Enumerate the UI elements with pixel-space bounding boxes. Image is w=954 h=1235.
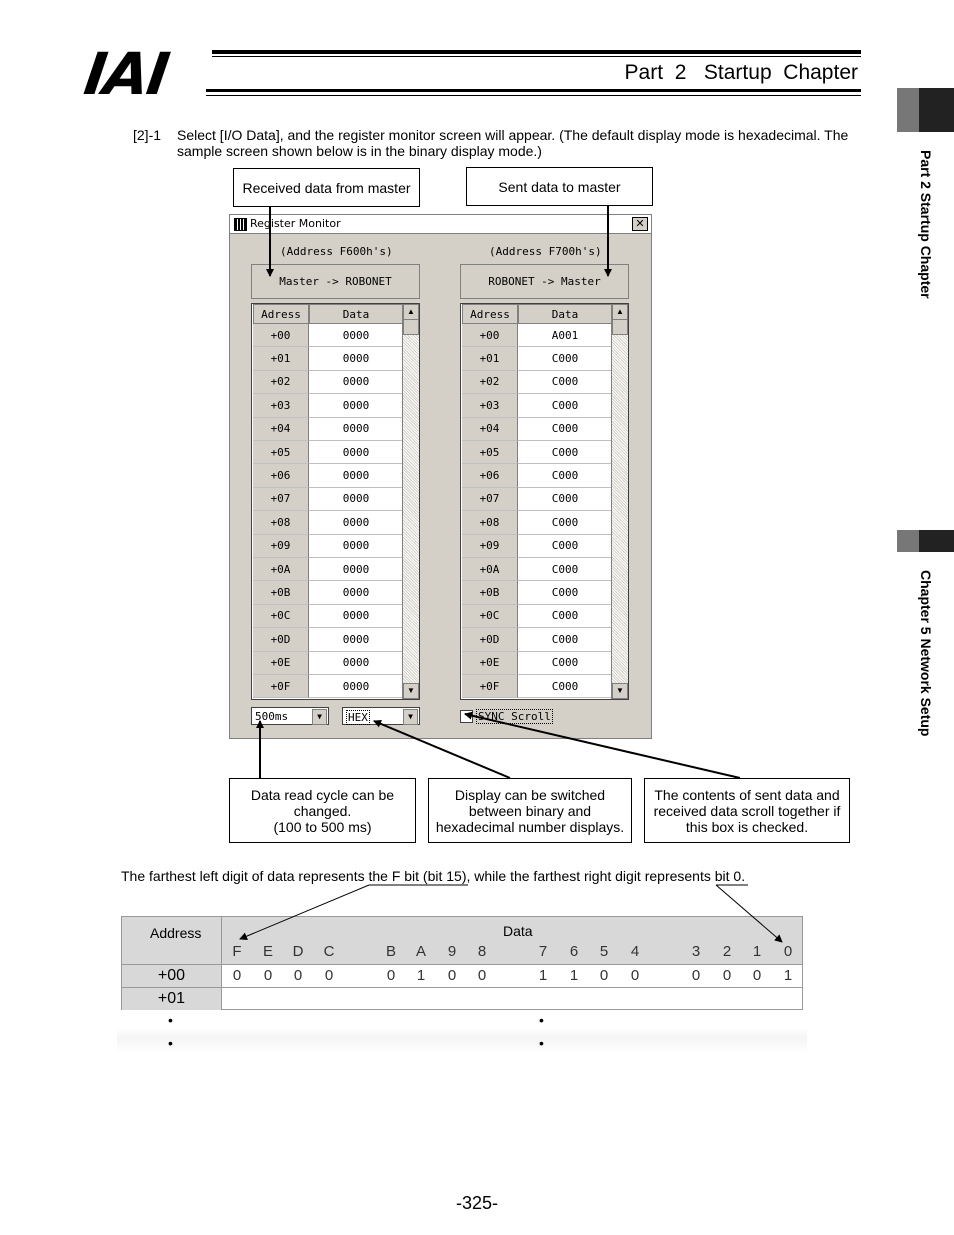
register-address: +00 — [462, 324, 518, 347]
register-address: +0D — [253, 628, 309, 651]
bit-value: 0 — [477, 967, 487, 984]
step-text: Select [I/O Data], and the register monitor screen will appear. (The default display mode is hexadecimal. The sample screen shown below is in the binary display mode.) — [177, 127, 849, 159]
register-address: +0C — [253, 605, 309, 628]
scroll-up-icon[interactable]: ▲ — [612, 304, 628, 320]
right-direction-label: ROBONET -> Master — [488, 275, 601, 288]
window-title: Register Monitor — [250, 217, 341, 230]
close-button[interactable]: ✕ — [632, 217, 648, 231]
register-data: 0000 — [309, 558, 403, 581]
chevron-down-icon[interactable]: ▼ — [403, 709, 418, 725]
arrow-bit-0 — [716, 885, 782, 942]
register-address: +0F — [253, 675, 309, 698]
register-data: 0000 — [309, 371, 403, 394]
register-address: +07 — [462, 488, 518, 511]
arrow-display-mode — [374, 721, 510, 778]
bit-label: E — [262, 943, 273, 960]
register-address: +0B — [253, 581, 309, 604]
callout-read-cycle-line2: changed. — [293, 802, 352, 819]
register-address: +0F — [462, 675, 518, 698]
register-data: C000 — [518, 371, 612, 394]
right-col-data: Data — [518, 304, 612, 324]
register-data: 0000 — [309, 418, 403, 441]
ellipsis-dot: • — [539, 1035, 544, 1051]
register-address: +0A — [253, 558, 309, 581]
chapter-title: Part 2 Startup Chapter — [624, 61, 858, 84]
bit-label: 9 — [447, 943, 457, 960]
callout-display-mode-line3: hexadecimal number displays. — [435, 818, 625, 835]
callout-read-cycle-line3: (100 to 500 ms) — [273, 818, 372, 835]
bit-label: F — [232, 943, 242, 960]
bit-label: B — [385, 943, 396, 960]
bit-row-address: +00 — [122, 965, 222, 987]
register-data: C000 — [518, 464, 612, 487]
bit-value: 0 — [293, 967, 303, 984]
register-data: 0000 — [309, 652, 403, 675]
bit-label: A — [415, 943, 426, 960]
bit-value: 0 — [752, 967, 762, 984]
register-address: +01 — [253, 347, 309, 370]
register-address: +08 — [462, 511, 518, 534]
bit-value: 0 — [263, 967, 273, 984]
bit-label: 4 — [630, 943, 640, 960]
register-data: 0000 — [309, 605, 403, 628]
bit-value: 0 — [599, 967, 609, 984]
register-address: +02 — [253, 371, 309, 394]
side-tab-part-label: Part 2 Startup Chapter — [918, 150, 934, 299]
bit-label: 2 — [722, 943, 732, 960]
left-col-data: Data — [309, 304, 403, 324]
register-data: 0000 — [309, 581, 403, 604]
bit-table-data-header: Data — [503, 923, 533, 939]
register-data: C000 — [518, 581, 612, 604]
bit-label: D — [292, 943, 304, 960]
scroll-up-icon[interactable]: ▲ — [403, 304, 419, 320]
bit-value: 0 — [630, 967, 640, 984]
register-address: +0E — [462, 652, 518, 675]
callout-sync-line3: this box is checked. — [685, 818, 809, 835]
callout-received-text: Received data from master — [242, 179, 411, 196]
bit-value: 1 — [783, 967, 793, 984]
register-data: 0000 — [309, 441, 403, 464]
register-address: +06 — [462, 464, 518, 487]
register-address: +0A — [462, 558, 518, 581]
right-col-address: Adress — [462, 304, 518, 324]
scroll-down-icon[interactable]: ▼ — [403, 683, 419, 699]
arrow-sync — [465, 714, 740, 778]
register-address: +06 — [253, 464, 309, 487]
register-data: C000 — [518, 558, 612, 581]
register-data: 0000 — [309, 535, 403, 558]
register-data: C000 — [518, 675, 612, 698]
register-address: +07 — [253, 488, 309, 511]
arrow-f-bit — [240, 885, 369, 939]
register-data: C000 — [518, 418, 612, 441]
sync-label[interactable]: SYNC Scroll — [478, 710, 551, 723]
bit-value: 0 — [232, 967, 242, 984]
register-address: +04 — [462, 418, 518, 441]
register-data: C000 — [518, 652, 612, 675]
callout-sync-line1: The contents of sent data and — [654, 786, 840, 803]
register-address: +01 — [462, 347, 518, 370]
callout-sync-line2: received data scroll together if — [653, 802, 841, 819]
chevron-down-icon[interactable]: ▼ — [312, 709, 327, 725]
iai-logo: IAI — [80, 40, 172, 108]
cycle-select-value: 500ms — [255, 710, 289, 723]
register-data: C000 — [518, 628, 612, 651]
bit-label: 5 — [599, 943, 609, 960]
register-data: 0000 — [309, 394, 403, 417]
bit-value: 0 — [722, 967, 732, 984]
mode-select-value: HEX — [348, 711, 368, 724]
right-address-range: (Address F700h's) — [489, 245, 602, 258]
register-data: C000 — [518, 535, 612, 558]
bit-label: 7 — [538, 943, 548, 960]
register-address: +0B — [462, 581, 518, 604]
register-address: +0C — [462, 605, 518, 628]
register-address: +03 — [462, 394, 518, 417]
callout-display-mode-line1: Display can be switched — [454, 786, 606, 803]
bit-label: 1 — [752, 943, 762, 960]
register-data: 0000 — [309, 511, 403, 534]
bit-value: 1 — [416, 967, 426, 984]
register-address: +05 — [253, 441, 309, 464]
bit-label: C — [323, 943, 335, 960]
register-data: C000 — [518, 347, 612, 370]
callout-display-mode-line2: between binary and — [468, 802, 592, 819]
register-address: +09 — [253, 535, 309, 558]
register-data: 0000 — [309, 488, 403, 511]
register-address: +09 — [462, 535, 518, 558]
callout-read-cycle-line1: Data read cycle can be — [250, 786, 395, 803]
register-address: +0E — [253, 652, 309, 675]
bit-table-address-header: Address — [150, 925, 202, 941]
left-direction-label: Master -> ROBONET — [279, 275, 392, 288]
bit-value: 0 — [386, 967, 396, 984]
ellipsis-dot: • — [539, 1012, 544, 1028]
bit-label: 3 — [691, 943, 701, 960]
bit-value: 0 — [691, 967, 701, 984]
register-address: +00 — [253, 324, 309, 347]
step-number: [2]-1 — [133, 127, 162, 143]
bit-paragraph: The farthest left digit of data represents the F bit (bit 15), while the farthest right digit represents bit 0. — [121, 868, 746, 884]
register-data: A001 — [518, 324, 612, 347]
register-data: C000 — [518, 488, 612, 511]
register-address: +05 — [462, 441, 518, 464]
register-data: 0000 — [309, 347, 403, 370]
ellipsis-dot: • — [168, 1012, 173, 1028]
bit-value: 1 — [538, 967, 548, 984]
register-data: C000 — [518, 441, 612, 464]
bit-value: 1 — [569, 967, 579, 984]
scroll-down-icon[interactable]: ▼ — [612, 683, 628, 699]
register-address: +03 — [253, 394, 309, 417]
register-data: C000 — [518, 511, 612, 534]
bit-row-address: +01 — [122, 988, 222, 1010]
register-data: 0000 — [309, 628, 403, 651]
register-address: +02 — [462, 371, 518, 394]
left-address-range: (Address F600h's) — [280, 245, 393, 258]
register-data: 0000 — [309, 675, 403, 698]
bit-label: 6 — [569, 943, 579, 960]
callout-sent-text: Sent data to master — [498, 178, 621, 195]
register-data: C000 — [518, 605, 612, 628]
register-address: +0D — [462, 628, 518, 651]
register-data: 0000 — [309, 464, 403, 487]
bit-label: 8 — [477, 943, 487, 960]
register-address: +04 — [253, 418, 309, 441]
register-address: +08 — [253, 511, 309, 534]
side-tab-chapter-label: Chapter 5 Network Setup — [918, 570, 934, 737]
page-number: -325- — [455, 1193, 499, 1213]
register-data: 0000 — [309, 324, 403, 347]
bit-label: 0 — [783, 943, 793, 960]
ellipsis-dot: • — [168, 1035, 173, 1051]
bit-value: 0 — [324, 967, 334, 984]
bit-value: 0 — [447, 967, 457, 984]
left-col-address: Adress — [253, 304, 309, 324]
register-data: C000 — [518, 394, 612, 417]
